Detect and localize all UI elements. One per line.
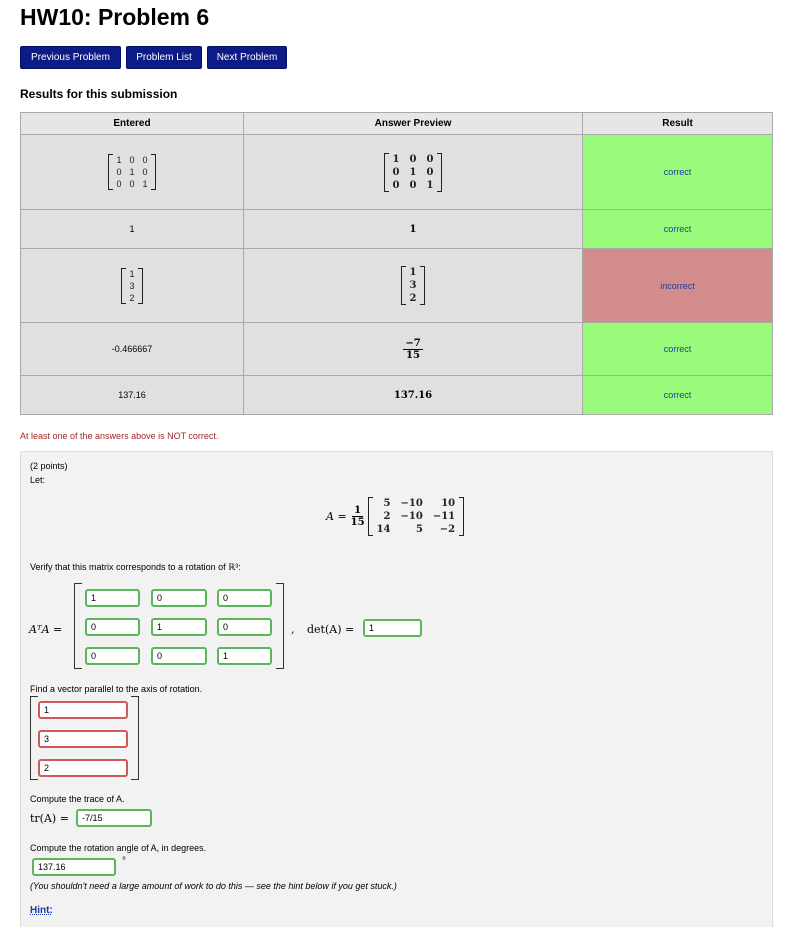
column-header-preview: Answer Preview <box>244 113 582 134</box>
axis-right-bracket <box>131 696 139 780</box>
result-cell: incorrect <box>583 249 772 322</box>
table-row <box>21 210 772 248</box>
trace-label: tr(A) = <box>30 812 69 825</box>
entered-cell: -0.466667 <box>21 323 243 375</box>
table-row <box>21 135 772 209</box>
ata-label: AᵀA = <box>29 623 63 636</box>
hint-note: (You shouldn't need a large amount of work to do this — see the hint below if you get stuck.) <box>30 881 397 891</box>
angle-question: Compute the rotation angle of A, in degrees. <box>30 843 207 853</box>
entered-cell: 137.16 <box>21 376 243 414</box>
entered-vector: 1 3 2 <box>121 268 142 304</box>
result-cell: correct <box>583 135 772 209</box>
verify-text: Verify that this matrix corresponds to a rotation of ℝ³: <box>30 562 241 572</box>
degree-symbol: ° <box>122 856 126 867</box>
comma-separator: , <box>291 623 295 636</box>
ata-input-3-3[interactable]: 1 <box>217 647 272 665</box>
preview-fraction: $\frac{-7}{15}$ <box>405 337 421 361</box>
det-input[interactable]: 1 <box>363 619 422 637</box>
preview-vector: 1 3 2 <box>401 266 426 305</box>
result-cell: correct <box>583 376 772 414</box>
previous-problem-button[interactable]: Previous Problem <box>20 46 121 69</box>
column-header-result: Result <box>583 113 772 134</box>
preview-cell <box>244 323 582 375</box>
problem-body <box>20 451 773 927</box>
result-cell: correct <box>583 323 772 375</box>
entered-matrix: 1 0 0 0 1 0 0 0 1 <box>108 154 155 190</box>
axis-input-1[interactable]: 1 <box>38 701 128 719</box>
problem-list-button[interactable]: Problem List <box>126 46 202 69</box>
entered-cell: 1 <box>21 210 243 248</box>
ata-input-2-2[interactable]: 1 <box>151 618 207 636</box>
entered-cell <box>21 249 243 322</box>
axis-input-3[interactable]: 2 <box>38 759 128 777</box>
preview-cell: 137.16 <box>244 376 582 414</box>
page-title: HW10: Problem 6 <box>20 4 210 30</box>
ata-right-bracket <box>276 583 284 669</box>
ata-input-1-3[interactable]: 0 <box>217 589 272 607</box>
preview-cell <box>244 135 582 209</box>
ata-input-3-2[interactable]: 0 <box>151 647 207 665</box>
trace-question: Compute the trace of A. <box>30 794 125 804</box>
points-label: (2 points) <box>30 461 68 471</box>
axis-input-2[interactable]: 3 <box>38 730 128 748</box>
column-header-entered: Entered <box>21 113 243 134</box>
results-message: At least one of the answers above is NOT correct. <box>20 431 219 441</box>
entered-cell <box>21 135 243 209</box>
table-row <box>21 376 772 414</box>
a-scalar-fraction: $\frac{1}{15}$ <box>350 505 365 528</box>
preview-cell: 1 <box>244 210 582 248</box>
ata-input-1-1[interactable]: 1 <box>85 589 140 607</box>
table-row <box>21 249 772 322</box>
det-label: det(A) = <box>307 623 355 636</box>
ata-input-2-1[interactable]: 0 <box>85 618 140 636</box>
preview-matrix: 1 0 0 0 1 0 0 0 1 <box>384 153 443 192</box>
ata-left-bracket <box>74 583 82 669</box>
next-problem-button[interactable]: Next Problem <box>207 46 287 69</box>
let-label: Let: <box>30 475 46 485</box>
preview-cell <box>244 249 582 322</box>
table-row <box>21 323 772 375</box>
matrix-a: 5 −10 10 2 −10 −11 14 5 −2 <box>368 497 465 536</box>
angle-input[interactable]: 137.16 <box>32 858 116 876</box>
axis-left-bracket <box>30 696 38 780</box>
ata-input-2-3[interactable]: 0 <box>217 618 272 636</box>
matrix-a-definition <box>326 497 464 536</box>
axis-question: Find a vector parallel to the axis of rotation. <box>30 684 203 694</box>
ata-input-1-2[interactable]: 0 <box>151 589 207 607</box>
hint-link[interactable]: Hint: <box>30 905 53 916</box>
trace-input[interactable]: -7/15 <box>76 809 152 827</box>
a-equals-label: A = <box>326 510 347 523</box>
ata-input-3-1[interactable]: 0 <box>85 647 140 665</box>
results-heading: Results for this submission <box>20 87 178 101</box>
results-table <box>20 112 773 415</box>
result-cell: correct <box>583 210 772 248</box>
